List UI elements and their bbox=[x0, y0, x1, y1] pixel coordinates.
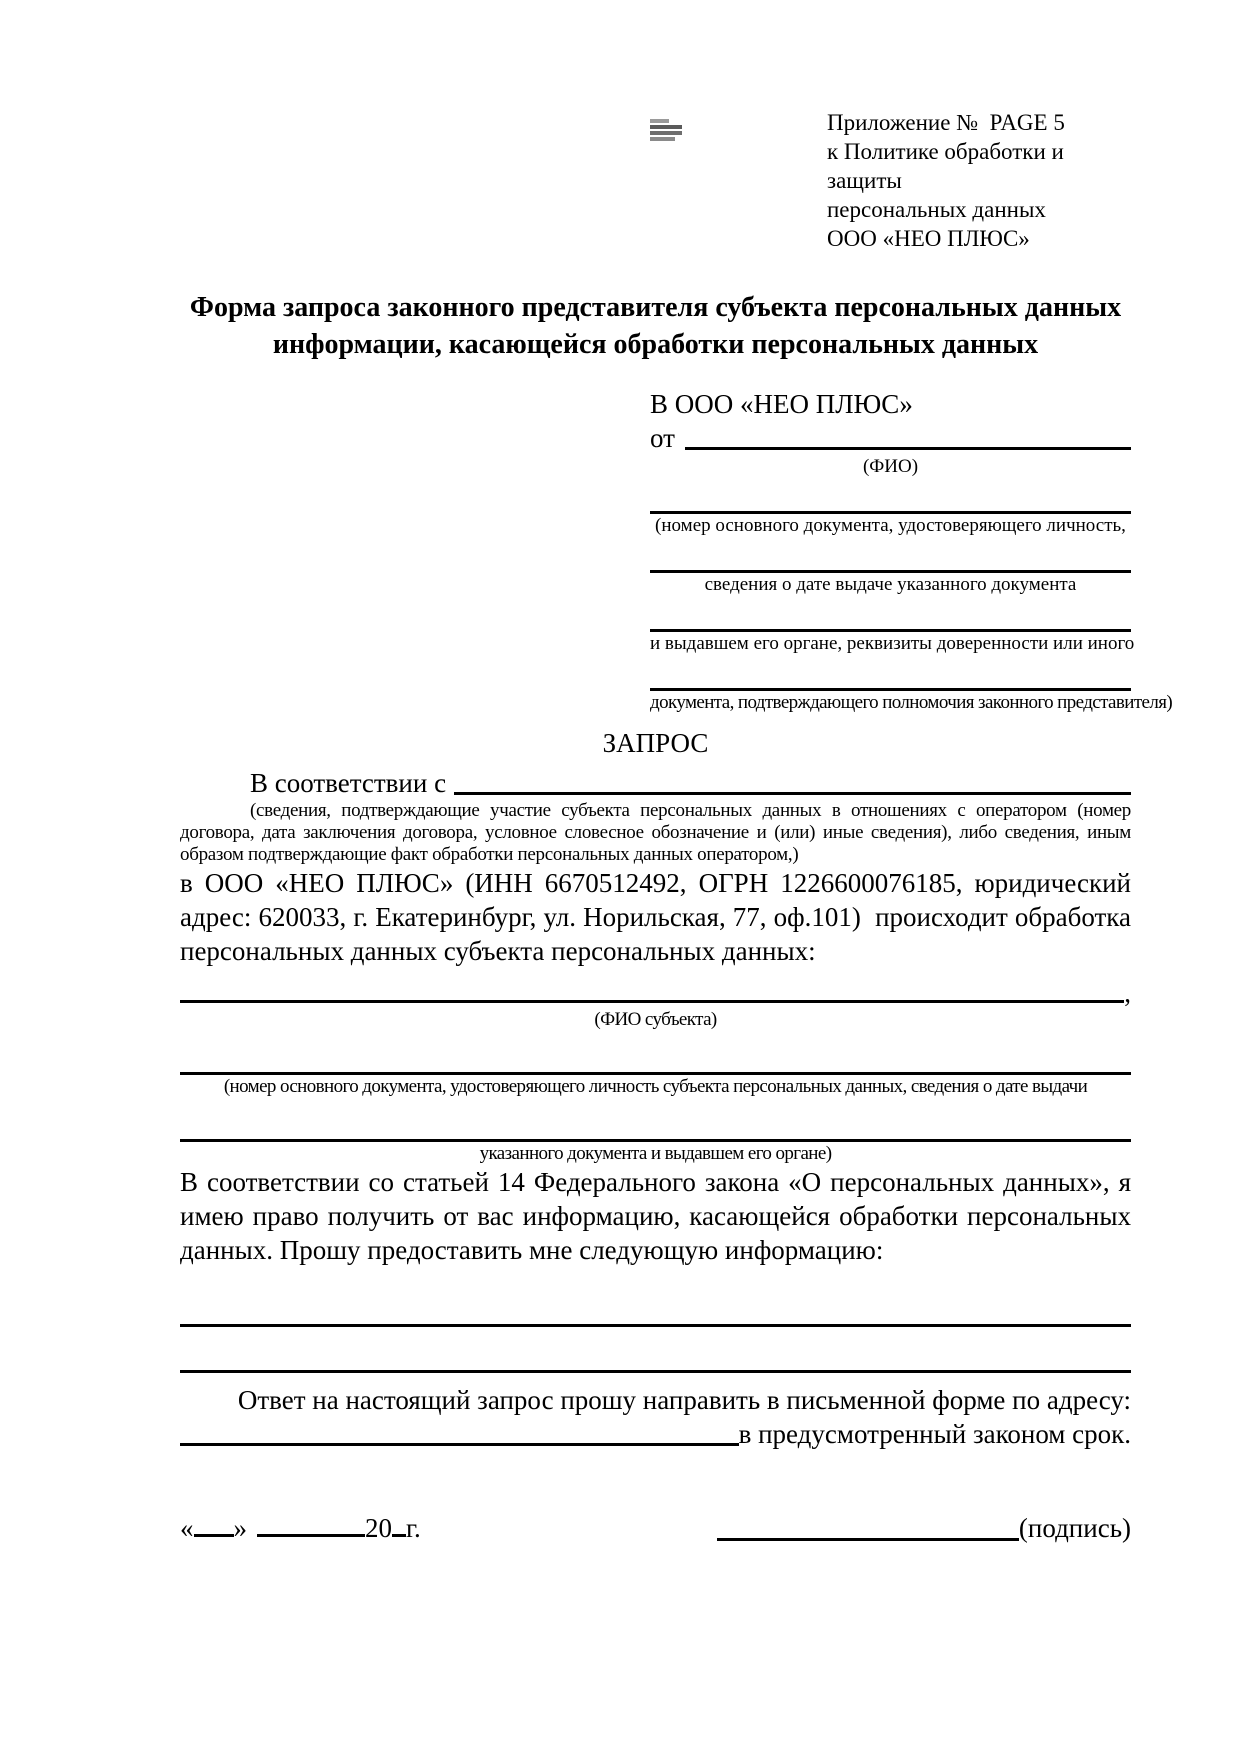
document-body bbox=[180, 0, 1173, 1545]
address-blank bbox=[180, 1443, 739, 1446]
signature-blank bbox=[717, 1538, 1019, 1541]
year-prefix: 20 bbox=[365, 1513, 392, 1543]
month-blank bbox=[257, 1534, 365, 1537]
subject-fio-row bbox=[180, 978, 1131, 1008]
form-title-line-1: Форма запроса законного представителя субъекта персональных данных bbox=[189, 292, 1122, 323]
subject-doc-field bbox=[180, 1108, 1131, 1165]
close-quote: » bbox=[233, 1513, 247, 1543]
doc-authority-blank bbox=[650, 655, 1131, 691]
subject-fio-caption: (ФИО субъекта) bbox=[594, 1009, 717, 1030]
from-name-blank bbox=[685, 447, 1131, 450]
accordance-row bbox=[180, 766, 1131, 800]
accordance-label: В соответствии с bbox=[250, 768, 447, 798]
doc-date-caption: сведения о дате выдаче указанного документа bbox=[704, 574, 1077, 595]
signature-caption: (подпись) bbox=[1018, 1513, 1131, 1543]
accordance-blank bbox=[454, 792, 1131, 795]
doc-issuer-caption: и выдавшем его органе, реквизиты доверенности или иного bbox=[650, 633, 1135, 654]
open-quote: « bbox=[180, 1513, 194, 1543]
law-paragraph: В соответствии со статьей 14 Федерального закона «О персональных данных», я имею право получить от вас информацию, касающейся обработки персональных данных. Прошу предоставить мне следующую информацию: bbox=[180, 1167, 1131, 1265]
answer-term-row bbox=[180, 1417, 1131, 1451]
subject-doc-field bbox=[180, 1041, 1131, 1098]
doc-authority-caption: документа, подтверждающего полномочия законного представителя) bbox=[650, 692, 1173, 713]
form-title bbox=[180, 289, 1131, 363]
day-blank bbox=[194, 1534, 234, 1537]
policy-line-2: персональных данных bbox=[827, 197, 1046, 222]
doc-number-caption: (номер основного документа, удостоверяющего личность, bbox=[655, 515, 1126, 536]
subject-fio-blank bbox=[180, 1000, 1124, 1003]
company-name: ООО «НЕО ПЛЮС» bbox=[827, 226, 1030, 251]
year-blank bbox=[392, 1534, 406, 1537]
doc-number-blank bbox=[650, 478, 1131, 514]
operator-paragraph: в ООО «НЕО ПЛЮС» (ИНН 6670512492, ОГРН 1226600076185, юридический адрес: 620033, г. Екатеринбург, ул. Норильская, 77, оф.101) происходит обработка персональных данных субъекта персональных данных: bbox=[180, 868, 1131, 966]
subject-doc-caption-1: (номер основного документа, удостоверяющего личность субъекта персональных данных, сведения о дате выдачи bbox=[223, 1076, 1088, 1097]
subject-doc-blank-2 bbox=[180, 1108, 1131, 1142]
embedded-lines-icon bbox=[650, 116, 682, 144]
representative-doc-field bbox=[650, 655, 1173, 714]
subject-doc-caption-2: указанного документа и выдавшем его органе) bbox=[479, 1143, 832, 1164]
doc-date-blank bbox=[650, 537, 1131, 573]
date-group bbox=[180, 1511, 421, 1545]
appendix-line: Приложение № PAGE 5 bbox=[827, 110, 1065, 135]
addressee-block bbox=[650, 387, 1173, 714]
answer-term-text: в предусмотренный законом срок. bbox=[738, 1419, 1131, 1449]
signature-group bbox=[717, 1511, 1131, 1545]
appendix-block bbox=[827, 108, 1131, 253]
info-request-blank-1 bbox=[180, 1293, 1131, 1327]
form-title-line-2: информации, касающейся обработки персональных данных bbox=[272, 329, 1039, 360]
answer-address-line: Ответ на настоящий запрос прошу направить в письменной форме по адресу: bbox=[237, 1385, 1131, 1415]
from-label: от bbox=[650, 423, 675, 453]
subject-doc-blank-1 bbox=[180, 1041, 1131, 1075]
representative-doc-field bbox=[650, 478, 1131, 537]
date-signature-row bbox=[180, 1511, 1131, 1545]
document-header bbox=[180, 0, 1131, 253]
fio-caption: (ФИО) bbox=[862, 456, 919, 477]
fine-print-note: (сведения, подтверждающие участие субъекта персональных данных в отношениях с оператором (номер договора, дата заключения договора, условное словесное обозначение и (или) иные сведения), либо сведения, иным образом подтверждающие факт обработки персональных данных оператором,) bbox=[180, 800, 1131, 865]
policy-line-1: к Политике обработки и защиты bbox=[827, 139, 1064, 193]
addressee-company: В ООО «НЕО ПЛЮС» bbox=[650, 389, 913, 419]
year-suffix: г. bbox=[406, 1513, 421, 1543]
trailing-comma: , bbox=[1124, 978, 1131, 1008]
from-row bbox=[650, 421, 1131, 455]
representative-doc-field bbox=[650, 537, 1131, 596]
request-heading: ЗАПРОС bbox=[602, 728, 709, 758]
doc-issuer-blank bbox=[650, 596, 1131, 632]
info-request-blank-2 bbox=[180, 1339, 1131, 1373]
representative-doc-field bbox=[650, 596, 1135, 655]
